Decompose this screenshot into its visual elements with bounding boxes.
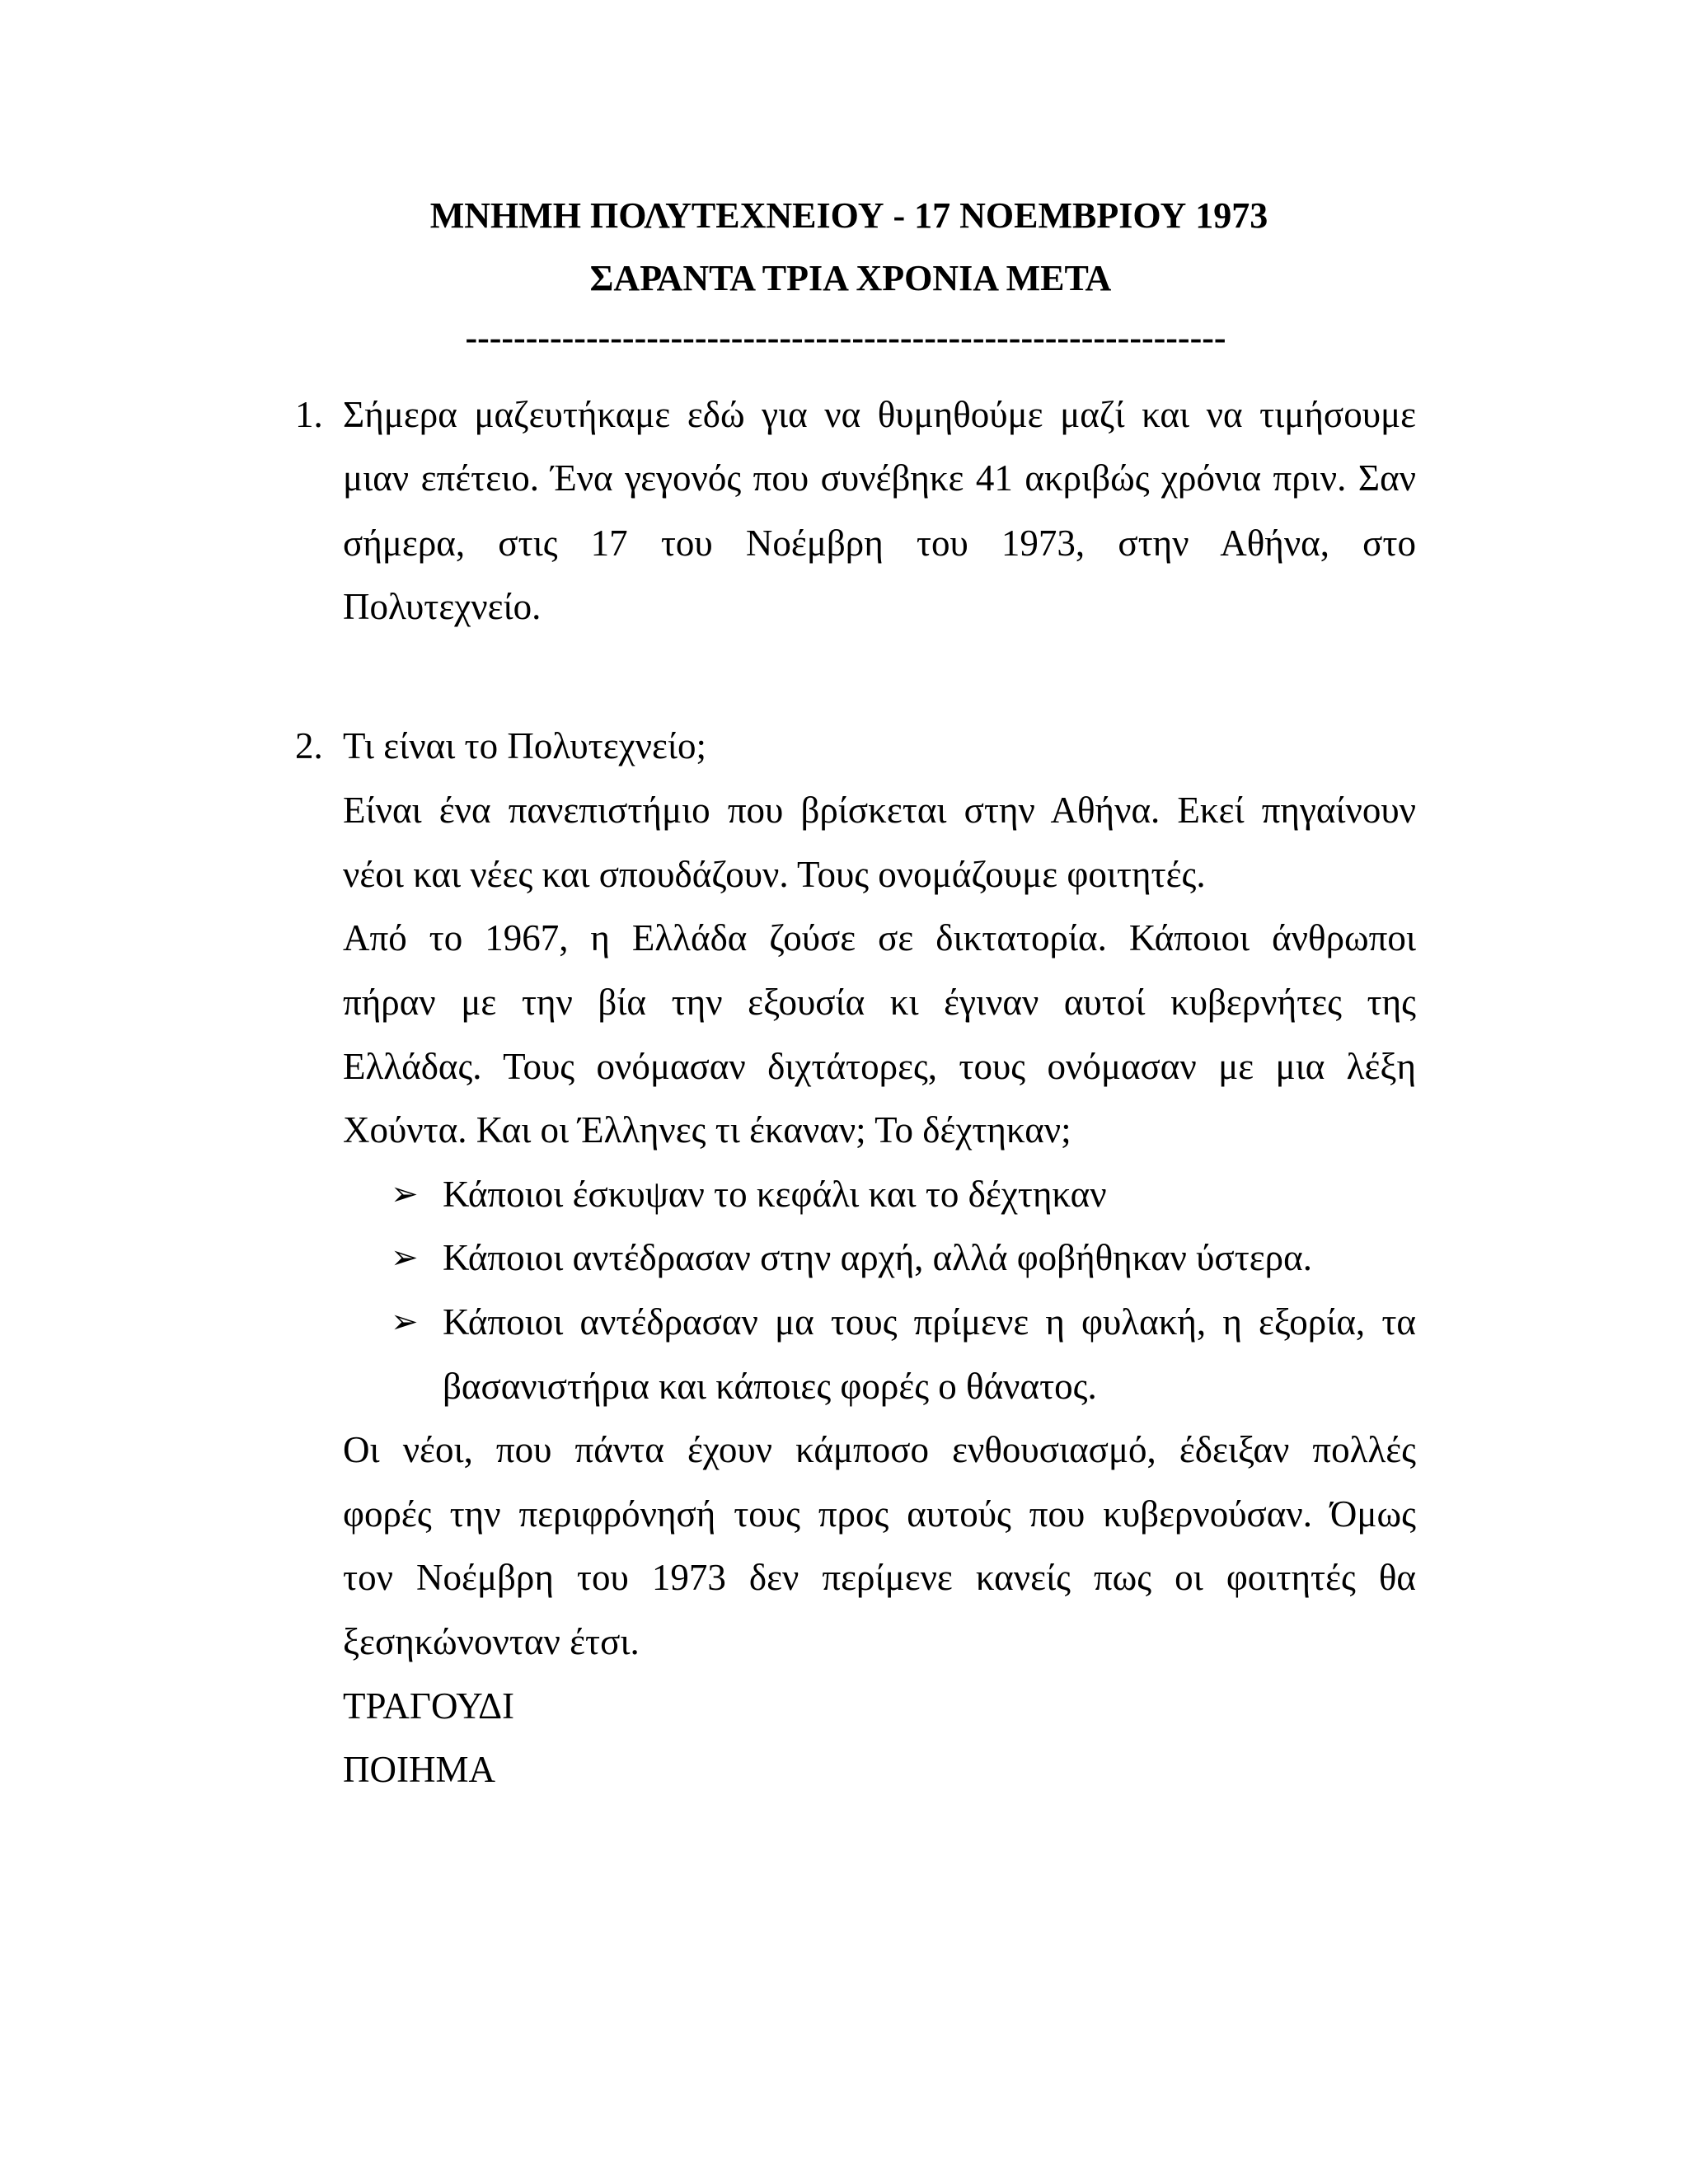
section-2-line-5: πήραν με την βία την εξουσία κι έγιναν αυτοί κυβερνήτες της [343,982,1416,1023]
section-1-line-4: Πολυτεχνείο. [343,586,542,627]
closing-line-3: τον Νοέμβρη του 1973 δεν περίμενε κανείς πως οι φοιτητές θα [343,1557,1416,1598]
section-1-line-2: μιαν επέτειο. Ένα γεγονός που συνέβηκε 41 ακριβώς χρόνια πριν. Σαν [343,457,1416,499]
arrow-bullet-icon: ➢ [391,1175,419,1213]
closing-line-2: φορές την περιφρόνησή τους προς αυτούς που κυβερνούσαν. Όμως [343,1493,1416,1535]
section-2-line-3: νέοι και νέες και σπουδάζουν. Τους ονομάζουμε φοιτητές. [343,854,1206,895]
section-1-line-1: Σήμερα μαζευτήκαμε εδώ για να θυμηθούμε μαζί και να τιμήσουμε [343,394,1416,435]
arrow-bullet-icon: ➢ [391,1239,419,1277]
document-subtitle: ΣΑΡΑΝΤΑ ΤΡΙΑ ΧΡΟΝΙΑ ΜΕΤΑ [589,258,1112,298]
bullet-item-2: Κάποιοι αντέδρασαν στην αρχή, αλλά φοβήθηκαν ύστερα. [443,1237,1312,1278]
section-1-number: 1. [295,394,323,435]
song-label: ΤΡΑΓΟΥΔΙ [343,1685,514,1727]
bullet-item-1: Κάποιοι έσκυψαν το κεφάλι και το δέχτηκαν [443,1174,1107,1215]
bullet-item-3: Κάποιοι αντέδρασαν μα τους πρίμενε η φυλακή, η εξορία, τα [443,1301,1416,1343]
section-2-question: Τι είναι το Πολυτεχνείο; [343,725,706,766]
section-1-line-3: σήμερα, στις 17 του Νοέμβρη του 1973, στην Αθήνα, στο [343,523,1416,564]
arrow-bullet-icon: ➢ [391,1303,419,1341]
section-2-line-2: Είναι ένα πανεπιστήμιο που βρίσκεται στην Αθήνα. Εκεί πηγαίνουν [343,790,1416,831]
section-2-line-6: Ελλάδας. Τους ονόμασαν διχτάτορες, τους ονόμασαν με μια λέξη [343,1046,1416,1087]
closing-line-1: Οι νέοι, που πάντα έχουν κάμποσο ενθουσιασμό, έδειξαν πολλές [343,1429,1416,1470]
poem-label: ΠΟΙΗΜΑ [343,1749,495,1790]
section-2-line-7: Χούντα. Και οι Έλληνες τι έκαναν; Το δέχτηκαν; [343,1109,1071,1151]
document-title: ΜΝΗΜΗ ΠΟΛΥΤΕΧΝΕΙΟΥ - 17 ΝΟΕΜΒΡΙΟΥ 1973 [429,195,1268,236]
section-2-number: 2. [295,725,323,766]
bullet-item-3-continued: βασανιστήρια και κάποιες φορές ο θάνατος. [443,1366,1097,1407]
title-divider: --------------------------------------------------------------- [465,317,1226,358]
section-2-line-4: Από το 1967, η Ελλάδα ζούσε σε δικτατορία. Κάποιοι άνθρωποι [343,917,1416,958]
closing-line-4: ξεσηκώνονταν έτσι. [343,1621,640,1662]
